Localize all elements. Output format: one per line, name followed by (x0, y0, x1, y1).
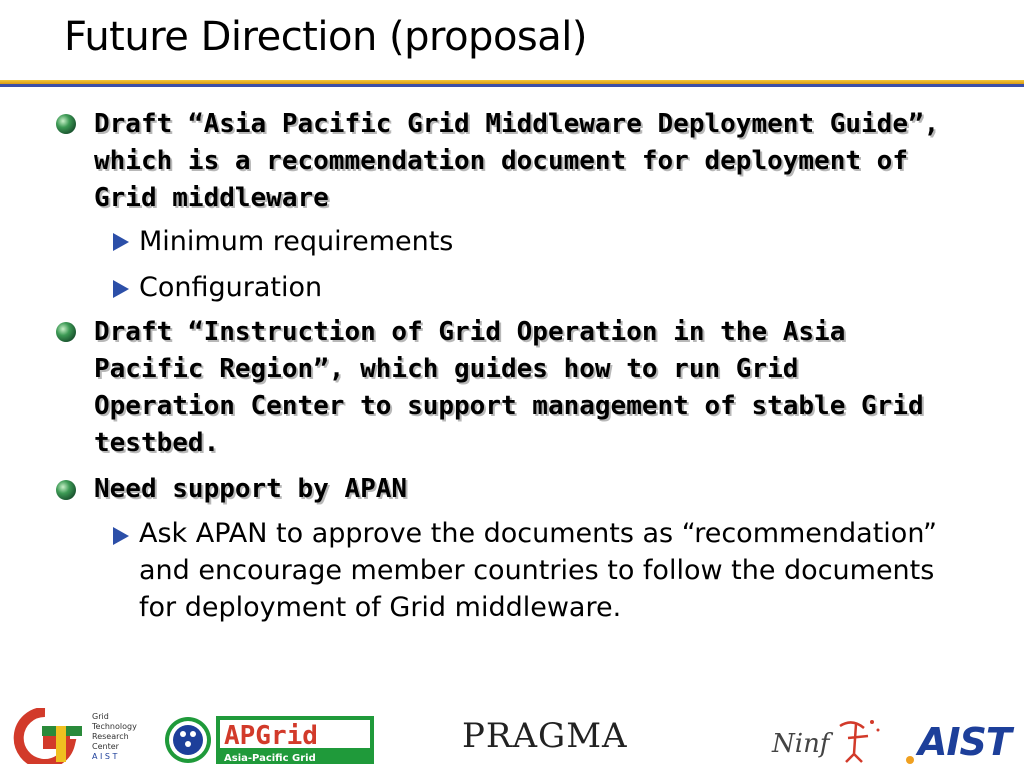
bullet-1-sub-2: Configuration (139, 272, 323, 303)
ninf-wordmark: Ninf (772, 729, 830, 759)
ninf-logo-icon (768, 714, 888, 764)
green-ball-bullet-icon (56, 480, 76, 500)
slide-title: Future Direction (proposal) (64, 14, 587, 60)
pragma-logo: PRAGMA (462, 716, 628, 756)
gtrc-logo-icon (4, 708, 86, 764)
gtrc-text: Grid Technology Research Center A I S T (92, 712, 137, 761)
triangle-bullet-icon (113, 233, 129, 251)
apgrid-wordmark: APGrid (224, 721, 318, 751)
aist-logo: AIST (918, 720, 1011, 764)
triangle-bullet-icon (113, 527, 129, 545)
apgrid-subtitle: Asia-Pacific Grid (224, 753, 316, 764)
bullet-3-text: Need support by APAN (94, 474, 408, 504)
bullet-2-text: Draft “Instruction of Grid Operation in the Asia Pacific Region”, which guides how to run Grid Operation Center to support management of stable Grid testbed. (94, 317, 924, 458)
bullet-3-sub-1: Ask APAN to approve the documents as “recommendation” and encourage member countries to follow the documents for deployment of Grid middleware. (139, 518, 937, 623)
aist-dot-icon (906, 756, 914, 764)
green-ball-bullet-icon (56, 322, 76, 342)
triangle-bullet-icon (113, 280, 129, 298)
bullet-1-text: Draft “Asia Pacific Grid Middleware Deployment Guide”, which is a recommendation document for deployment of Grid middleware (94, 109, 940, 213)
logo-bar (0, 700, 1024, 768)
title-rule-blue (0, 84, 1024, 87)
bullet-1-sub-1: Minimum requirements (139, 226, 454, 257)
green-ball-bullet-icon (56, 114, 76, 134)
apgrid-logo-icon (164, 712, 374, 768)
